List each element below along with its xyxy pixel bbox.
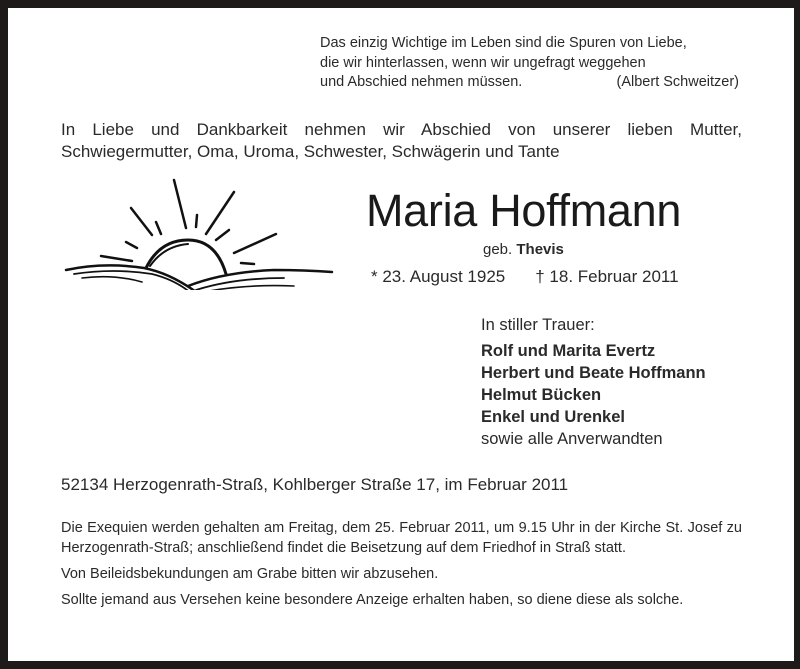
intro-text [61,119,742,163]
quote-line: und Abschied nehmen müssen. [320,74,523,90]
quote-block [320,34,739,93]
mourner-name: Herbert und Beate Hoffmann [481,364,706,382]
info-paragraph: Von Beileidsbekundungen am Grabe bitten wir abzusehen. [61,566,439,582]
life-dates [371,266,679,288]
maiden-name-line [483,241,564,259]
quote-line: Das einzig Wichtige im Leben sind die Spuren von Liebe, [320,35,687,51]
quote-line: die wir hinterlassen, wenn wir ungefragt weggehen [320,54,646,71]
obituary-notice [8,8,794,661]
info-paragraph: Die Exequien werden gehalten am Freitag, dem 25. Februar 2011, um 9.15 Uhr in der Kirche St. Josef zu Herzogenrath-Straß; anschließend findet die Beisetzung auf dem Friedhof in Straß statt. [61,520,742,556]
mourners-block [481,314,706,450]
quote-author: (Albert Schweitzer) [616,74,739,90]
funeral-info [61,518,742,616]
geb-prefix: geb. [483,241,513,258]
mourners-label: In stiller Trauer: [481,316,595,334]
intro-line-1: In Liebe und Dankbarkeit nehmen wir Abschied von unserer lieben Mutter, [61,120,742,139]
address-line: 52134 Herzogenrath-Straß, Kohlberger Straße 17, im Februar 2011 [61,475,569,494]
intro-line-2: Schwiegermutter, Oma, Uroma, Schwester, Schwägerin und Tante [61,142,560,161]
mourner-name: Rolf und Marita Evertz [481,342,656,360]
sunset-icon [64,170,344,295]
mourners-closing: sowie alle Anverwandten [481,430,663,448]
mourner-name: Enkel und Urenkel [481,408,625,426]
death-date: † 18. Februar 2011 [535,267,679,286]
birth-date: * 23. August 1925 [371,267,506,286]
deceased-name: Maria Hoffmann [366,185,682,236]
maiden-name: Thevis [516,241,564,258]
mourner-name: Helmut Bücken [481,386,602,404]
info-paragraph: Sollte jemand aus Versehen keine besondere Anzeige erhalten haben, so diene diese als solche. [61,592,684,608]
